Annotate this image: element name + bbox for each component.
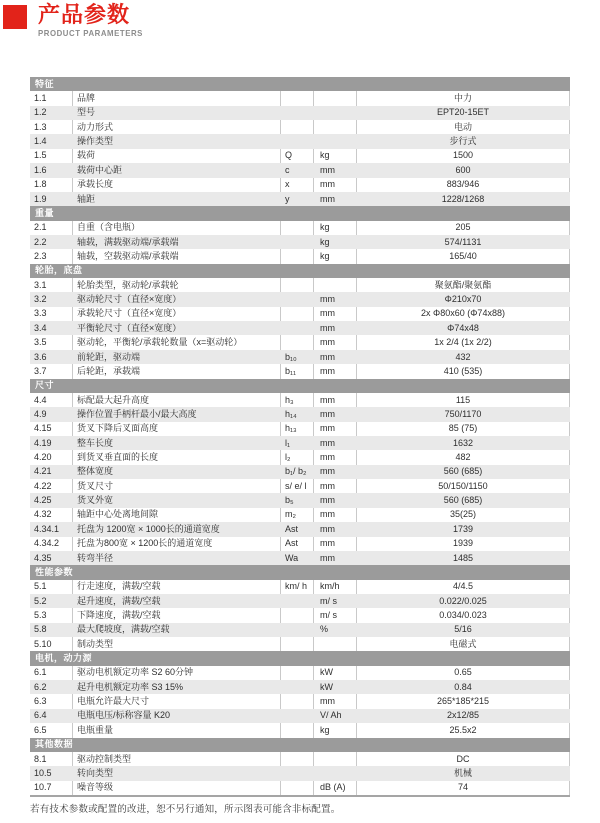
- cell-symbol: [280, 221, 313, 235]
- cell-label: 整体宽度: [77, 466, 114, 477]
- cell-label: 货叉外宽: [77, 495, 114, 506]
- cell-symbol: b₅: [285, 495, 294, 506]
- cell-symbol: [280, 680, 313, 694]
- cell-idx: 4.9: [34, 408, 47, 419]
- cell-label: 下降速度，满载/空载: [72, 608, 280, 622]
- cell-value: 25.5x2: [356, 723, 570, 737]
- cell-unit: [313, 278, 356, 292]
- cell-symbol: s/ e/ l: [280, 479, 313, 493]
- cell-unit: [313, 120, 356, 134]
- cell-symbol: l₁: [285, 437, 291, 448]
- page-title: 产品参数: [38, 2, 131, 27]
- cell-idx: 5.1: [34, 581, 47, 592]
- table-row: [30, 106, 570, 120]
- table-row: [30, 249, 570, 263]
- cell-label: 自重（含电瓶）: [72, 221, 280, 235]
- cell-label: 轮胎类型，驱动轮/承载轮: [72, 278, 280, 292]
- cell-label: 承载轮尺寸（直径×宽度）: [72, 307, 280, 321]
- cell-value: 1500: [356, 149, 570, 163]
- table-row: [30, 694, 570, 708]
- cell-idx: 1.5: [34, 150, 47, 161]
- cell-label: 整车长度: [77, 437, 114, 448]
- cell-idx: 10.7: [34, 782, 52, 793]
- table-row: [30, 580, 570, 594]
- cell-idx: 6.3: [34, 696, 47, 707]
- cell-idx: 2.1: [34, 222, 47, 233]
- cell-value: DC: [356, 752, 570, 766]
- cell-unit: [313, 637, 356, 651]
- cell-value: 0.034/0.023: [356, 608, 570, 622]
- cell-value: 电磁式: [356, 637, 570, 651]
- cell-symbol: b₁₀: [285, 351, 297, 362]
- cell-idx: 1.1: [34, 93, 47, 104]
- cell-value: 50/150/1150: [356, 479, 570, 493]
- table-row: [30, 120, 570, 134]
- cell-label: 前轮距，驱动端: [77, 351, 141, 362]
- cell-unit: mm: [313, 335, 356, 349]
- cell-label: 噪音等级: [72, 781, 280, 795]
- cell-label: 后轮距，承载端: [72, 364, 280, 378]
- cell-unit: mm: [320, 294, 335, 305]
- cell-label: 到货叉垂直面的长度: [72, 450, 280, 464]
- cell-symbol: [280, 694, 313, 708]
- cell-value: 0.022/0.025: [439, 595, 487, 606]
- cell-label: 驱动控制类型: [72, 752, 280, 766]
- cell-unit: kW: [320, 681, 333, 692]
- cell-value: 265*185*215: [356, 694, 570, 708]
- cell-value: Φ210x70: [444, 294, 482, 305]
- cell-label: 电瓶允许最大尺寸: [72, 694, 280, 708]
- table-row: [30, 637, 570, 651]
- table-row: [30, 321, 570, 335]
- cell-unit: dB (A): [313, 781, 356, 795]
- cell-idx: 8.1: [34, 753, 47, 764]
- cell-value: 4/4.5: [356, 580, 570, 594]
- table-row: [30, 178, 570, 192]
- table-row: [30, 221, 570, 235]
- cell-value: 机械: [453, 767, 472, 778]
- table-row: [30, 594, 570, 608]
- cell-value: 432: [455, 351, 471, 362]
- cell-value: 205: [356, 221, 570, 235]
- table-row: [30, 393, 570, 407]
- table-row: [30, 766, 570, 780]
- cell-label: 标配最大起升高度: [72, 393, 280, 407]
- cell-label: 货叉下降后叉面高度: [72, 422, 280, 436]
- table-row: [30, 551, 570, 565]
- cell-idx: 1.6: [34, 164, 47, 175]
- cell-value: 574/1131: [444, 236, 482, 247]
- cell-value: 5/16: [454, 624, 472, 635]
- cell-idx: 4.20: [34, 452, 52, 463]
- table-row: [30, 436, 570, 450]
- cell-unit: mm: [313, 694, 356, 708]
- table-row: [30, 192, 570, 206]
- cell-label: 品牌: [72, 91, 280, 105]
- cell-value: 560 (685): [443, 466, 483, 477]
- table-row: [30, 292, 570, 306]
- cell-symbol: [280, 278, 313, 292]
- cell-idx: 4.25: [34, 495, 52, 506]
- cell-idx: 6.1: [34, 667, 47, 678]
- cell-unit: kg: [313, 149, 356, 163]
- cell-idx: 4.34.2: [34, 538, 60, 549]
- table-row: [30, 335, 570, 349]
- cell-unit: m/ s: [313, 608, 356, 622]
- table-row: [30, 522, 570, 536]
- cell-unit: mm: [320, 408, 335, 419]
- table-row: [30, 307, 570, 321]
- cell-idx: 1.4: [34, 136, 47, 147]
- cell-unit: mm: [313, 479, 356, 493]
- cell-label: 转向类型: [77, 767, 114, 778]
- cell-idx: 6.4: [34, 710, 47, 721]
- cell-unit: mm: [313, 307, 356, 321]
- cell-value: 1228/1268: [441, 193, 485, 204]
- cell-value: 1939: [356, 537, 570, 551]
- cell-symbol: [280, 666, 313, 680]
- cell-idx: 3.6: [34, 351, 47, 362]
- cell-idx: 3.1: [34, 279, 47, 290]
- cell-label: 托盘为800宽 × 1200长的通道宽度: [72, 537, 280, 551]
- cell-value: 聚氨酯/聚氨酯: [356, 278, 570, 292]
- cell-idx: 2.2: [34, 236, 47, 247]
- cell-unit: mm: [320, 552, 335, 563]
- table-row: [30, 537, 570, 551]
- cell-label: 型号: [77, 107, 96, 118]
- cell-symbol: l₂: [280, 450, 313, 464]
- table-row: [30, 364, 570, 378]
- cell-unit: V/ Ah: [320, 710, 342, 721]
- cell-symbol: [280, 594, 313, 608]
- cell-idx: 6.2: [34, 681, 47, 692]
- cell-unit: mm: [320, 437, 335, 448]
- section-header: 性能参数: [30, 565, 570, 579]
- table-row: [30, 623, 570, 637]
- cell-symbol: [280, 766, 313, 780]
- cell-value: 85 (75): [356, 422, 570, 436]
- cell-symbol: Q: [280, 149, 313, 163]
- cell-symbol: Ast: [280, 537, 313, 551]
- section-header: 轮胎，底盘: [30, 264, 570, 278]
- table-row: [30, 666, 570, 680]
- cell-label: 电瓶电压/标称容量 K20: [77, 710, 171, 721]
- cell-symbol: [280, 335, 313, 349]
- cell-label: 最大爬坡度，满载/空载: [77, 624, 170, 635]
- cell-label: 操作类型: [77, 136, 114, 147]
- cell-symbol: [280, 307, 313, 321]
- cell-label: 电瓶重量: [72, 723, 280, 737]
- section-header: 重量: [30, 206, 570, 220]
- cell-idx: 4.4: [34, 394, 47, 405]
- cell-idx: 4.15: [34, 423, 52, 434]
- cell-symbol: [280, 781, 313, 795]
- cell-value: 560 (685): [443, 495, 483, 506]
- cell-unit: mm: [320, 164, 335, 175]
- cell-value: EPT20-15ET: [436, 107, 490, 118]
- cell-symbol: [280, 106, 313, 120]
- cell-unit: mm: [313, 508, 356, 522]
- cell-label: 轴载，满载驱动端/承载端: [77, 236, 179, 247]
- cell-idx: 4.22: [34, 480, 52, 491]
- cell-label: 动力形式: [72, 120, 280, 134]
- title-stack: [38, 3, 152, 38]
- cell-idx: 1.3: [34, 121, 47, 132]
- cell-idx: 4.21: [34, 466, 52, 477]
- spec-table: [30, 77, 570, 797]
- table-row: [30, 479, 570, 493]
- table-row: [30, 278, 570, 292]
- cell-idx: 5.3: [34, 609, 47, 620]
- cell-label: 驱动轮尺寸（直径×宽度）: [77, 294, 182, 305]
- cell-idx: 3.2: [34, 294, 47, 305]
- cell-unit: mm: [320, 193, 335, 204]
- cell-unit: kg: [320, 236, 330, 247]
- cell-symbol: [280, 623, 313, 637]
- cell-idx: 10.5: [34, 767, 52, 778]
- cell-unit: [313, 134, 356, 148]
- cell-symbol: Ast: [285, 523, 299, 534]
- cell-idx: 5.2: [34, 595, 47, 606]
- table-row: [30, 91, 570, 105]
- cell-unit: mm: [320, 495, 335, 506]
- cell-idx: 3.5: [34, 337, 47, 348]
- cell-value: 0.84: [454, 681, 472, 692]
- cell-idx: 3.7: [34, 365, 47, 376]
- cell-value: 中力: [356, 91, 570, 105]
- cell-label: 轴距: [77, 193, 96, 204]
- table-row: [30, 350, 570, 364]
- cell-label: 平衡轮尺寸（直径×宽度）: [77, 322, 182, 333]
- table-row: [30, 235, 570, 249]
- cell-label: 承载长度: [72, 178, 280, 192]
- cell-unit: mm: [320, 322, 335, 333]
- cell-idx: 4.19: [34, 437, 52, 448]
- cell-symbol: [280, 249, 313, 263]
- cell-symbol: [280, 723, 313, 737]
- cell-label: 载荷中心距: [77, 164, 123, 175]
- table-row: [30, 450, 570, 464]
- section-header: 其他数据: [30, 738, 570, 752]
- cell-value: 2x Φ80x60 (Φ74x88): [356, 307, 570, 321]
- cell-label: 驱动轮，平衡轮/承载轮数量（x=驱动轮）: [72, 335, 280, 349]
- cell-value: 1485: [452, 552, 474, 563]
- cell-label: 轴距中心处离地间隙: [72, 508, 280, 522]
- cell-idx: 4.32: [34, 509, 52, 520]
- table-row: [30, 508, 570, 522]
- cell-symbol: c: [285, 164, 290, 175]
- cell-symbol: [280, 321, 313, 335]
- cell-symbol: x: [280, 178, 313, 192]
- cell-unit: mm: [313, 178, 356, 192]
- cell-label: 轴载，空载驱动端/承载端: [72, 249, 280, 263]
- cell-symbol: h₃: [280, 393, 313, 407]
- table-row: [30, 465, 570, 479]
- cell-unit: kg: [313, 221, 356, 235]
- table-row: [30, 680, 570, 694]
- cell-unit: kg: [313, 723, 356, 737]
- cell-label: 起升速度，满载/空载: [77, 595, 161, 606]
- table-row: [30, 149, 570, 163]
- section-header: 电机，动力源: [30, 651, 570, 665]
- cell-unit: mm: [313, 537, 356, 551]
- page-header: [0, 0, 600, 45]
- cell-idx: 5.10: [34, 638, 52, 649]
- cell-value: 0.65: [356, 666, 570, 680]
- cell-symbol: h₁₃: [280, 422, 313, 436]
- section-header: 特征: [30, 77, 570, 91]
- cell-value: 2x12/85: [446, 710, 480, 721]
- cell-idx: 5.8: [34, 624, 47, 635]
- cell-unit: mm: [320, 523, 335, 534]
- cell-value: 电动: [356, 120, 570, 134]
- cell-symbol: [280, 120, 313, 134]
- cell-symbol: [280, 235, 313, 249]
- cell-value: 1739: [452, 523, 474, 534]
- cell-value: 74: [356, 781, 570, 795]
- cell-idx: 1.9: [34, 193, 47, 204]
- red-accent-square: [3, 5, 27, 29]
- cell-value: 883/946: [356, 178, 570, 192]
- cell-value: 35(25): [356, 508, 570, 522]
- cell-unit: kW: [313, 666, 356, 680]
- cell-symbol: [280, 91, 313, 105]
- cell-idx: 4.35: [34, 552, 52, 563]
- cell-label: 转弯半径: [77, 552, 114, 563]
- table-row: [30, 422, 570, 436]
- cell-symbol: [280, 134, 313, 148]
- cell-value: 750/1170: [444, 408, 482, 419]
- table-row: [30, 709, 570, 723]
- cell-unit: km/h: [313, 580, 356, 594]
- cell-unit: %: [320, 624, 329, 635]
- cell-unit: mm: [320, 351, 335, 362]
- cell-idx: 3.4: [34, 322, 47, 333]
- cell-label: 起升电机额定功率 S3 15%: [77, 681, 184, 692]
- table-row: [30, 608, 570, 622]
- cell-symbol: h₁₄: [285, 408, 297, 419]
- cell-unit: mm: [313, 364, 356, 378]
- cell-value: 600: [455, 164, 471, 175]
- cell-value: 482: [356, 450, 570, 464]
- cell-label: 载荷: [72, 149, 280, 163]
- cell-value: Φ74x48: [447, 322, 479, 333]
- cell-idx: 6.5: [34, 724, 47, 735]
- cell-symbol: y: [285, 193, 290, 204]
- cell-symbol: km/ h: [280, 580, 313, 594]
- cell-label: 制动类型: [72, 637, 280, 651]
- cell-symbol: [280, 709, 313, 723]
- cell-value: 步行式: [449, 136, 477, 147]
- table-row: [30, 723, 570, 737]
- cell-unit: kg: [313, 249, 356, 263]
- cell-idx: 2.3: [34, 250, 47, 261]
- cell-unit: mm: [313, 422, 356, 436]
- section-header: 尺寸: [30, 379, 570, 393]
- table-row: [30, 407, 570, 421]
- cell-unit: m/ s: [320, 595, 337, 606]
- cell-symbol: [280, 637, 313, 651]
- cell-label: 托盘为 1200宽 × 1000长的通道宽度: [77, 523, 220, 534]
- cell-label: 行走速度，满载/空载: [72, 580, 280, 594]
- cell-label: 驱动电机额定功率 S2 60分钟: [72, 666, 280, 680]
- cell-unit: [313, 766, 356, 780]
- cell-unit: mm: [313, 450, 356, 464]
- page-subtitle: PRODUCT PARAMETERS: [38, 28, 143, 38]
- cell-value: 410 (535): [356, 364, 570, 378]
- cell-idx: 3.3: [34, 308, 47, 319]
- cell-idx: 1.8: [34, 179, 47, 190]
- cell-label: 操作位置手柄杆最小/最大高度: [77, 408, 197, 419]
- cell-unit: [313, 752, 356, 766]
- table-row: [30, 493, 570, 507]
- cell-symbol: [280, 292, 313, 306]
- cell-symbol: b₁₁: [280, 364, 313, 378]
- cell-idx: 1.2: [34, 107, 47, 118]
- cell-value: 1x 2/4 (1x 2/2): [356, 335, 570, 349]
- table-row: [30, 752, 570, 766]
- footer-note: 若有技术参数或配置的改进，恕不另行通知，所示图表可能含非标配置。: [30, 804, 341, 815]
- cell-value: 115: [356, 393, 570, 407]
- cell-symbol: m₂: [280, 508, 313, 522]
- cell-unit: [313, 106, 356, 120]
- cell-unit: [313, 91, 356, 105]
- cell-idx: 4.34.1: [34, 523, 60, 534]
- table-row: [30, 781, 570, 795]
- table-row: [30, 163, 570, 177]
- cell-value: 165/40: [356, 249, 570, 263]
- cell-symbol: b₁/ b₂: [285, 466, 307, 477]
- cell-symbol: [280, 608, 313, 622]
- cell-symbol: [280, 752, 313, 766]
- cell-unit: mm: [313, 393, 356, 407]
- cell-value: 1632: [452, 437, 474, 448]
- cell-unit: mm: [320, 466, 335, 477]
- cell-symbol: Wa: [285, 552, 299, 563]
- table-row: [30, 134, 570, 148]
- cell-label: 货叉尺寸: [72, 479, 280, 493]
